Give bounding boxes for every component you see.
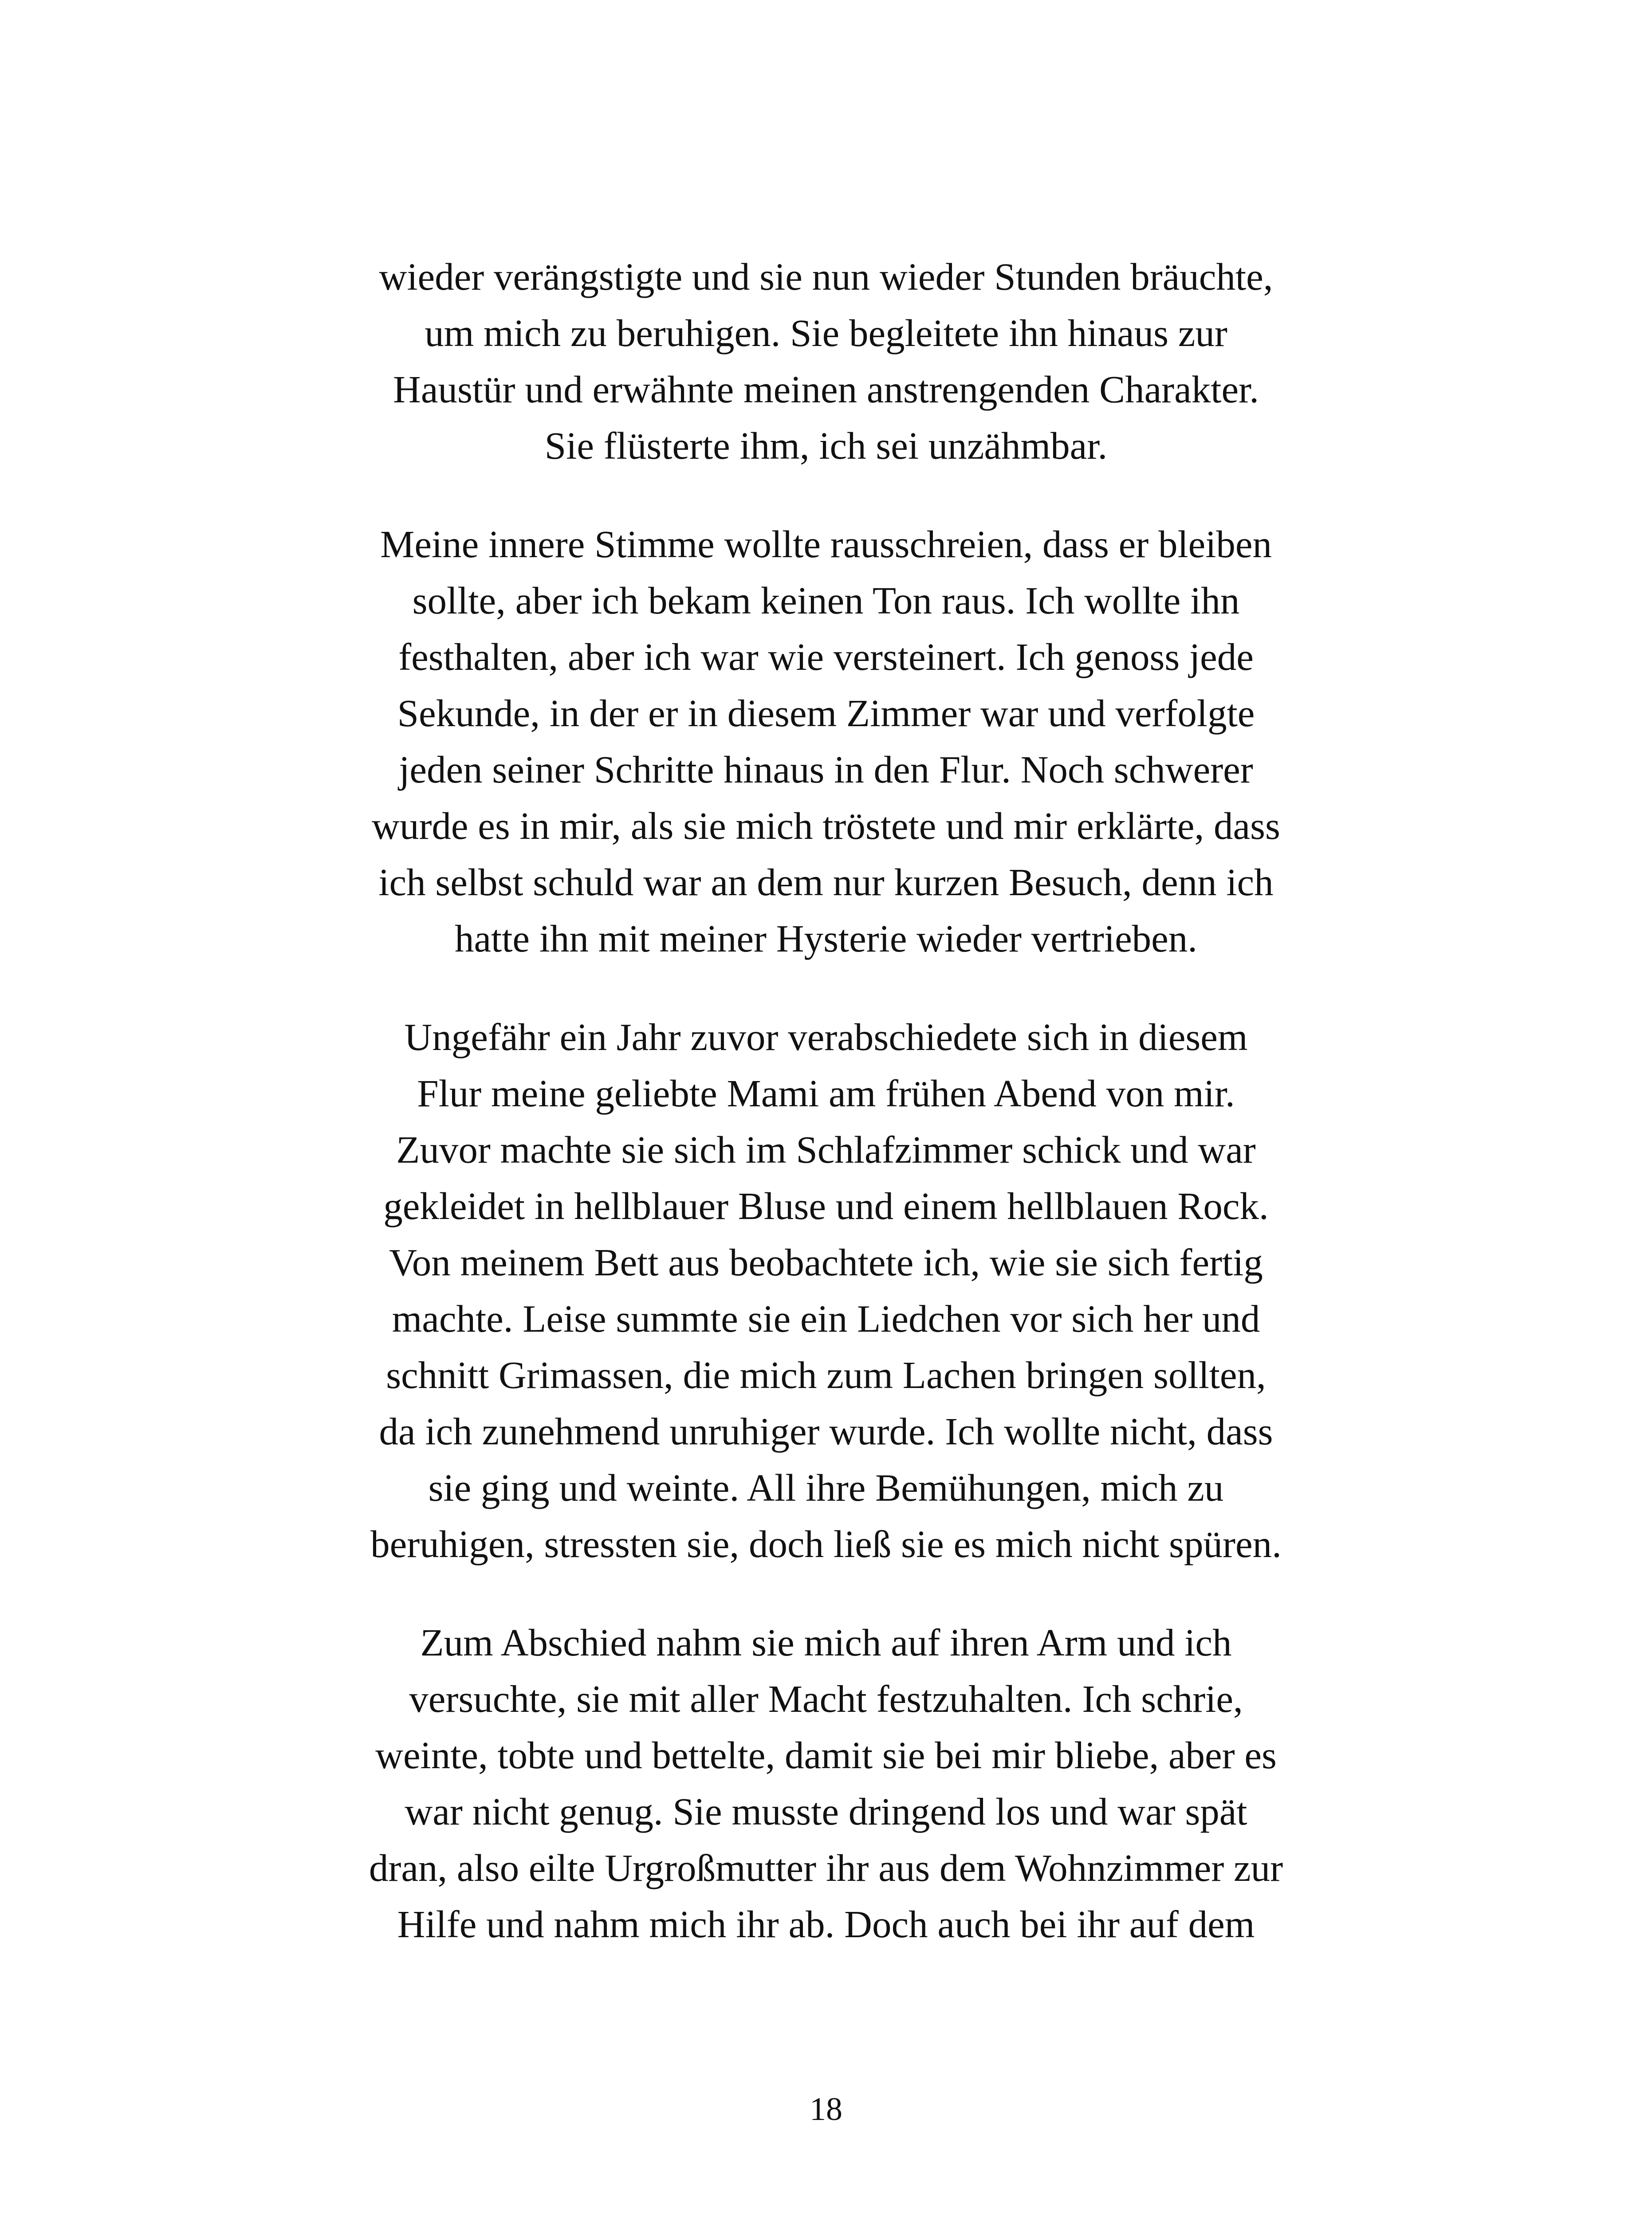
text-line: wieder verängstigte und sie nun wieder Stunden bräuchte, <box>379 255 1273 298</box>
text-line: Ungefähr ein Jahr zuvor verabschiedete sich in diesem <box>404 1015 1248 1058</box>
paragraph <box>306 1614 1346 1952</box>
text-line: Hilfe und nahm mich ihr ab. Doch auch bei ihr auf dem <box>397 1903 1255 1946</box>
text-line: versuchte, sie mit aller Macht festzuhalten. Ich schrie, <box>409 1677 1243 1720</box>
text-line: Von meinem Bett aus beobachtete ich, wie sie sich fertig <box>389 1241 1263 1284</box>
text-line: Zuvor machte sie sich im Schlafzimmer schick und war <box>396 1128 1256 1171</box>
text-line: Flur meine geliebte Mami am frühen Abend von mir. <box>417 1072 1235 1115</box>
text-line: Meine innere Stimme wollte rausschreien, dass er bleiben <box>380 523 1272 566</box>
text-line: weinte, tobte und bettelte, damit sie bei mir bliebe, aber es <box>375 1734 1277 1777</box>
text-line: wurde es in mir, als sie mich tröstete und mir erklärte, dass <box>372 804 1280 847</box>
body-text <box>306 248 1346 1994</box>
text-line: Sie flüsterte ihm, ich sei unzähmbar. <box>544 424 1108 467</box>
paragraph <box>306 1009 1346 1572</box>
text-line: gekleidet in hellblauer Bluse und einem hellblauen Rock. <box>383 1184 1269 1227</box>
text-line: festhalten, aber ich war wie versteinert. Ich genoss jede <box>398 635 1254 678</box>
text-line: Sekunde, in der er in diesem Zimmer war und verfolgte <box>397 692 1255 735</box>
text-line: sollte, aber ich bekam keinen Ton raus. Ich wollte ihn <box>412 579 1240 622</box>
text-line: sie ging und weinte. All ihre Bemühungen, mich zu <box>428 1466 1224 1509</box>
text-line: beruhigen, stressten sie, doch ließ sie es mich nicht spüren. <box>370 1522 1282 1565</box>
page-number: 18 <box>810 2091 842 2128</box>
text-line: da ich zunehmend unruhiger wurde. Ich wollte nicht, dass <box>379 1410 1273 1453</box>
text-line: schnitt Grimassen, die mich zum Lachen bringen sollten, <box>386 1353 1266 1396</box>
text-line: machte. Leise summte sie ein Liedchen vor sich her und <box>392 1297 1260 1340</box>
text-line: Zum Abschied nahm sie mich auf ihren Arm und ich <box>420 1621 1232 1664</box>
text-line: war nicht genug. Sie musste dringend los und war spät <box>405 1790 1247 1833</box>
text-line: jeden seiner Schritte hinaus in den Flur. Noch schwerer <box>399 748 1253 791</box>
text-line: hatte ihn mit meiner Hysterie wieder vertrieben. <box>454 917 1198 960</box>
paragraph <box>306 248 1346 474</box>
text-line: dran, also eilte Urgroßmutter ihr aus dem Wohnzimmer zur <box>369 1846 1283 1889</box>
text-line: ich selbst schuld war an dem nur kurzen Besuch, denn ich <box>378 861 1274 904</box>
text-line: Haustür und erwähnte meinen anstrengenden Charakter. <box>393 368 1259 411</box>
text-line: um mich zu beruhigen. Sie begleitete ihn hinaus zur <box>425 311 1227 354</box>
paragraph <box>306 516 1346 967</box>
